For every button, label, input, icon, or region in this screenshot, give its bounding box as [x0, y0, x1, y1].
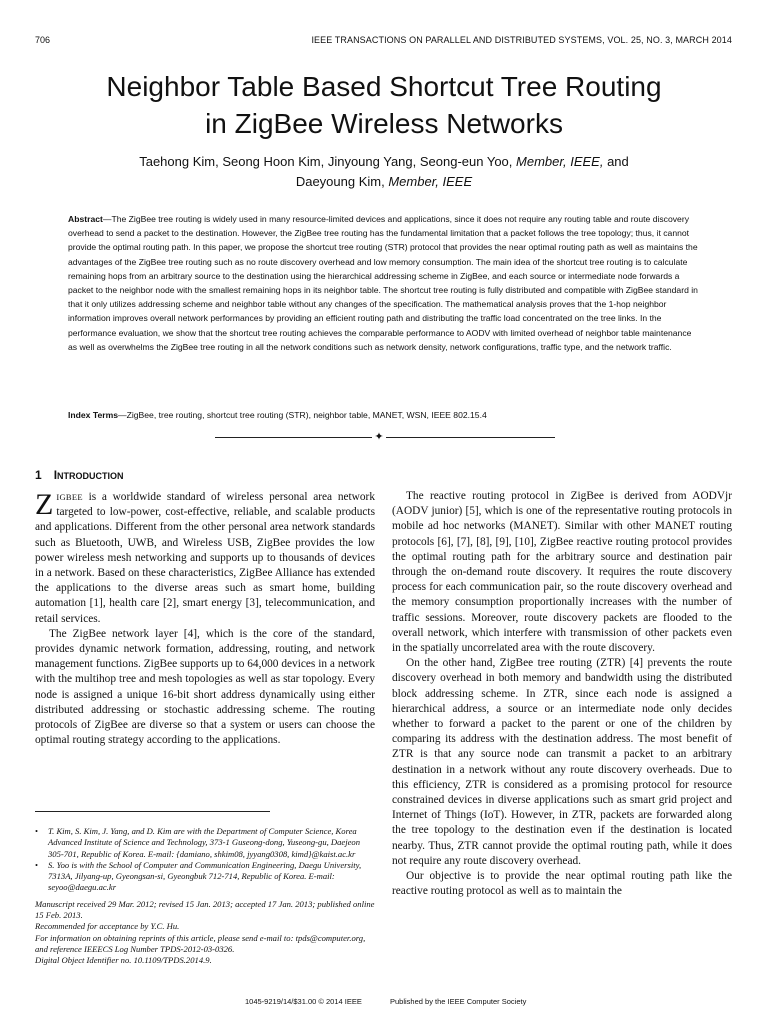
abstract-label: Abstract — [68, 214, 103, 224]
intro-paragraph-2: The ZigBee network layer [4], which is the core of the standard, provides dynamic network formation, addressing, routing, and network management functions. ZigBee supports up to 64,000 devices in a network with the multihop tree and mesh topologies as well as star topology. Every node is assigned a unique 16-bit short address dynamically using either distributed addressing or stochastic addressing scheme. The routing protocols of ZigBee are diverse so that a system or users can choose the optimal routing strategy according to the applications. — [35, 627, 375, 747]
left-column — [35, 467, 375, 748]
section-title-rest: NTRODUCTION — [57, 471, 124, 481]
section-number: 1 — [35, 468, 42, 482]
journal-header: IEEE TRANSACTIONS ON PARALLEL AND DISTRIBUTED SYSTEMS, VOL. 25, NO. 3, MARCH 2014 — [311, 35, 732, 45]
index-terms — [68, 408, 701, 422]
footnote-affiliation-2 — [35, 860, 377, 894]
page-number: 706 — [35, 35, 51, 45]
publisher-line: Published by the IEEE Computer Society — [390, 997, 527, 1006]
manuscript-info: Manuscript received 29 Mar. 2012; revised 15 Jan. 2013; accepted 17 Jan. 2013; published online 15 Feb. 2013. — [35, 898, 375, 921]
body-paragraph-5: Our objective is to provide the near optimal routing path like the reactive routing protocol as well as to maintain the — [392, 870, 732, 898]
body-paragraph-3: The reactive routing protocol in ZigBee is derived from AODVjr (AODV junior) [5], which is one of the representative routing protocols in mobile ad hoc networks (MANET). Similar with other MANET routing protocols [6], [7], [8], [9], [10], ZigBee reactive routing protocol provides the optimal routing path for the arbitrary source and destination pair through the on-demand route discovery. It requires the route discovery process for each communication pair, so the route discovery overhead and the memory consumption proportionally increases with the number of traffic sessions. Moreover, route discovery packets are flooded to the overall network, which interfere with transmission of other packets even in the spatially uncorrelated area with the route discovery. — [392, 490, 732, 655]
index-terms-text: —ZigBee, tree routing, shortcut tree routing (STR), neighbor table, MANET, WSN, IEEE 802.15.4 — [118, 410, 487, 420]
author-membership-1: Member, IEEE, — [516, 154, 604, 169]
dropcap-word-rest: IGBEE — [56, 492, 83, 502]
intro-paragraph-1-text: is a worldwide standard of wireless personal area network targeted to low-power, cost-effective, reliable, and scalable products and applications. Different from the other personal area network standards such as Bluetooth, UWB, and Wireless USB, ZigBee provides the low power wireless mesh networking and supports up to thousands of devices in a network. Based on these characteristics, ZigBee Alliance has extended the applications to the diverse areas such as smart home, building automation [1], health care [2], smart energy [3], telecommunication, and retail services. — [35, 491, 375, 625]
author-names-2: Daeyoung Kim, — [295, 174, 385, 189]
abstract — [68, 212, 701, 354]
paper-title — [0, 68, 768, 142]
footnote-affiliation-1-text: T. Kim, S. Kim, J. Yang, and D. Kim are with the Department of Computer Science, Korea Advanced Institute of Science and Technology, 373-1 Guseong-dong, Yuseong-gu, Daejeon 305-701, Republic of Korea. E-mail: {damiano, shkim08, jyyang0308, kimd}@kaist.ac.kr — [48, 826, 361, 859]
doi-info: Digital Object Identifier no. 10.1109/TPDS.2014.9. — [35, 955, 212, 966]
abstract-text: —The ZigBee tree routing is widely used in many resource-limited devices and applications, since it does not require any routing table and route discovery overhead to send a packet to the destination. However, the ZigBee tree routing has the fundamental limitation that a packet follows the tree topology; thus, it cannot provide the optimal routing path. In this paper, we propose the shortcut tree routing (STR) protocol that provides the near optimal routing path as well as maintains the advantages of the ZigBee tree routing such as no route discovery overhead and low memory consumption. The main idea of the shortcut tree routing is to calculate remaining hops from an arbitrary source to the destination using the hierarchical addressing scheme in ZigBee, and each source or intermediate node forwards a packet to the neighbor node with the smallest remaining hops in its neighbor table. The shortcut tree routing is fully distributed and compatible with ZigBee standard in that it only utilizes addressing scheme and neighbor table without any changes of the specification. The mathematical analysis proves that the 1-hop neighbor information improves overall network performances by providing an efficient routing path and distributing the traffic load concentrated on the tree links. In the performance evaluation, we show that the shortcut tree routing achieves the comparable performance to AODV with limited overhead of neighbor table maintenance as well as overwhelms the ZigBee tree routing in all the network conditions such as network density, network configurations, traffic type, and the network traffic. — [68, 214, 698, 352]
section-heading-introduction — [35, 467, 375, 484]
index-terms-label: Index Terms — [68, 410, 118, 420]
dropcap-letter: Z — [35, 488, 54, 521]
recommendation-info: Recommended for acceptance by Y.C. Hu. — [35, 921, 180, 932]
footnote-rule — [35, 811, 270, 812]
issn-copyright: 1045-9219/14/$31.00 © 2014 IEEE — [245, 997, 362, 1006]
section-title-initial: I — [53, 468, 58, 482]
authors-line-2 — [0, 172, 768, 192]
separator-diamond-icon: ✦ — [372, 430, 386, 444]
body-paragraph-4: On the other hand, ZigBee tree routing (ZTR) [4] prevents the route discovery overhead in both memory and bandwidth using the distributed block addressing scheme. In ZTR, since each node is assigned a hierarchical address, a source or an intermediate node only decides whether to forward a packet to the parent or one of the children by comparing its address with the destination address. The most benefit of ZTR is that any source node can transmit a packet to an arbitrary destination in a network without any route discovery overheads. Due to this efficiency, ZTR is considered as a promising protocol for resource constrained devices in diverse applications such as smart grid project and Internet of Things (IoT). However, in ZTR, packets are forwarded along the tree topology to the destination even if the destination is located nearby. Thus, ZTR cannot provide the optimal routing path, while it does not require any route discovery overhead. — [392, 657, 732, 867]
footnote-affiliation-2-text: S. Yoo is with the School of Computer and Communication Engineering, Daegu University, 7313A, Jilyang-up, Gyeongsan-si, Gyeongbuk 712-714, Republic of Korea. E-mail: seyoo@daegu.ac.kr — [48, 859, 362, 893]
reprint-info: For information on obtaining reprints of this article, please send e-mail to: tpds@computer.org, and reference IEEECS Log Number TPDS-2012-03-0326. — [35, 932, 366, 954]
title-line-2: in ZigBee Wireless Networks — [205, 108, 563, 139]
author-names-1: Taehong Kim, Seong Hoon Kim, Jinyoung Yang, Seong-eun Yoo, — [139, 154, 513, 169]
authors-line-1 — [0, 152, 768, 172]
author-conjunction: and — [607, 154, 629, 169]
footnote-affiliation-1 — [35, 826, 377, 860]
author-list — [0, 152, 768, 192]
title-line-1: Neighbor Table Based Shortcut Tree Routing — [106, 71, 662, 102]
bullet-icon: • — [35, 826, 39, 836]
bullet-icon: • — [35, 859, 39, 870]
intro-paragraph-1 — [35, 490, 375, 627]
author-membership-2: Member, IEEE — [388, 174, 473, 189]
right-column — [392, 489, 732, 899]
footnotes — [35, 826, 377, 967]
